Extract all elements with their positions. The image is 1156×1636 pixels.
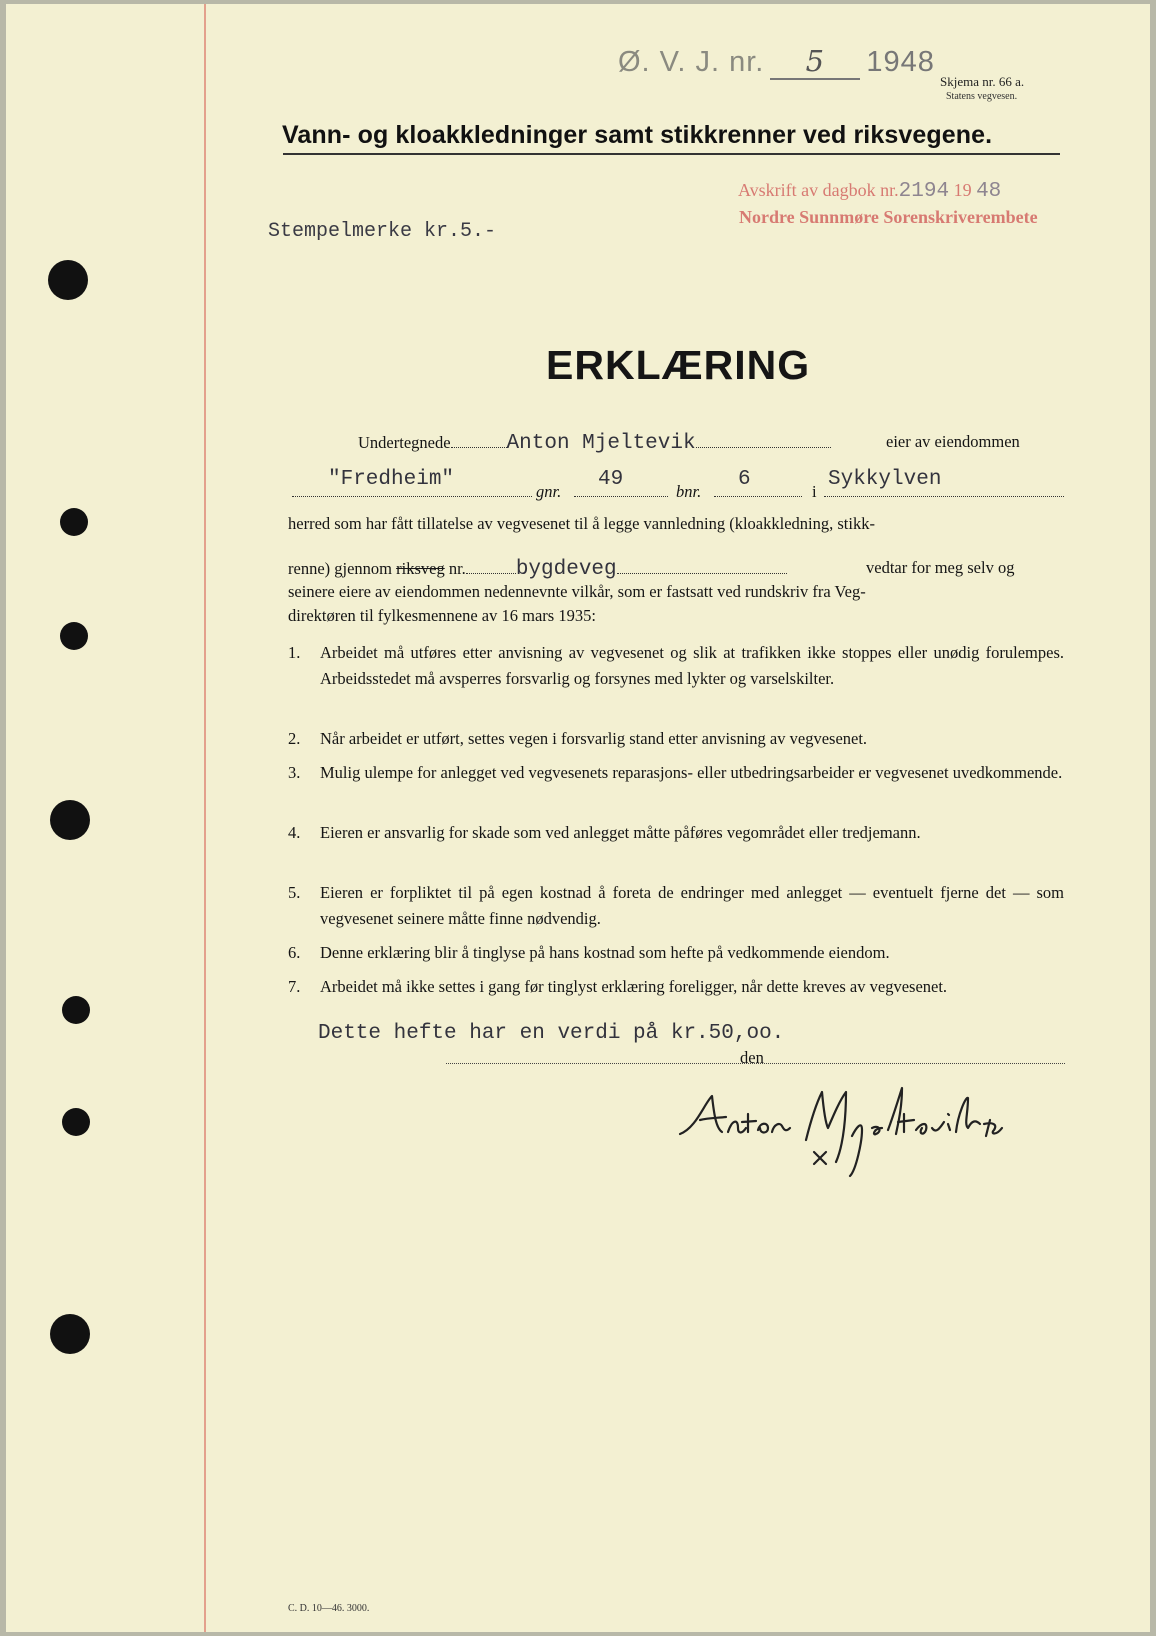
ovj-number-line [618, 44, 935, 80]
renne-line [288, 558, 787, 581]
condition-item [288, 940, 1064, 966]
condition-text: Arbeidet må utføres etter anvisning av vegvesenet og slik at trafikken ikke stoppes eller unødig forulempes. Arbeidsstedet må avsperres forsvarlig og forsynes med lykter og varselskilter. [320, 643, 1064, 688]
ovj-label: Ø. V. J. nr. [618, 46, 765, 78]
condition-number: 7. [288, 977, 301, 996]
registry-stamp-line2: Nordre Sunnmøre Sorenskriverembete [739, 207, 1038, 227]
property-name: "Fredheim" [328, 468, 455, 491]
punch-hole [62, 1108, 90, 1136]
ovj-number: 5 [770, 44, 860, 80]
fill-dots [714, 496, 802, 497]
punch-hole [50, 1314, 90, 1354]
ovj-year: 1948 [866, 46, 935, 78]
agency-name: Statens vegvesen. [946, 91, 1018, 102]
condition-item [288, 726, 1064, 752]
condition-item [288, 640, 1064, 692]
punch-hole [60, 508, 88, 536]
punch-hole [48, 260, 88, 300]
margin-rule [204, 4, 206, 1632]
fill-dots [292, 496, 532, 497]
condition-item [288, 974, 1064, 1000]
handwritten-signature [676, 1084, 1096, 1184]
stamp-year-prefix: 19 [953, 180, 972, 200]
condition-item [288, 760, 1064, 786]
condition-item [288, 820, 1064, 846]
veg-value: bygdeveg [515, 558, 617, 581]
condition-text: Mulig ulempe for anlegget ved vegvesenets reparasjons- eller utbedringsarbeider er vegvesenet uvedkommende. [320, 763, 1063, 782]
print-code: C. D. 10—46. 3000. [288, 1603, 370, 1614]
punch-hole [60, 622, 88, 650]
herred-text: herred som har fått tillatelse av vegvesenet til å legge vannledning (kloakkledning, stikk- [288, 514, 875, 533]
condition-number: 3. [288, 763, 301, 782]
undertegnede-line [358, 432, 831, 455]
document-heading: Vann- og kloakkledninger samt stikkrenner ved riksvegene. [282, 121, 993, 149]
fill-dots [574, 496, 668, 497]
bnr-value: 6 [738, 468, 751, 491]
condition-text: Denne erklæring blir å tinglyse på hans kostnad som hefte på vedkommende eiendom. [320, 943, 890, 962]
condition-text: Når arbeidet er utført, settes vegen i forsvarlig stand etter anvisning av vegvesenet. [320, 729, 868, 748]
eier-label: eier av eiendommen [886, 432, 1020, 451]
heading-underline [283, 153, 1060, 155]
condition-text: Arbeidet må ikke settes i gang før tinglyst erklæring foreligger, når dette kreves av vegvesenet. [320, 977, 948, 996]
vedtar-text: vedtar for meg selv og [866, 558, 1015, 577]
condition-number: 2. [288, 729, 301, 748]
condition-number: 1. [288, 643, 301, 662]
den-label: den [740, 1048, 764, 1067]
seinere-text: seinere eiere av eiendommen nedennevnte vilkår, som er fastsatt ved rundskriv fra Veg- [288, 582, 866, 601]
stamp-prefix: Avskrift av dagbok nr. [738, 180, 899, 200]
registry-stamp-line1 [738, 180, 1001, 203]
condition-text: Eieren er forpliktet til på egen kostnad å foreta de endringer med anlegget — eventuelt fjerne det — som vegvesenet seinere måtte finne nødvendig. [320, 883, 1064, 928]
condition-number: 5. [288, 883, 301, 902]
fill-dots [617, 573, 787, 574]
stamp-year-suffix: 48 [976, 180, 1002, 203]
fill-dots [696, 447, 831, 448]
direktoren-text: direktøren til fylkesmennene av 16 mars 1935: [288, 606, 596, 625]
punch-hole [62, 996, 90, 1024]
renne-prefix: renne) gjennom [288, 559, 393, 578]
i-label: i [812, 482, 817, 501]
gnr-label: gnr. [536, 482, 562, 501]
undertegnede-label: Undertegnede [358, 433, 451, 452]
condition-number: 6. [288, 943, 301, 962]
kommune-value: Sykkylven [828, 468, 942, 491]
dagbok-number: 2194 [898, 180, 950, 203]
form-number: Skjema nr. 66 a. [940, 74, 1025, 89]
punch-hole [50, 800, 90, 840]
gnr-value: 49 [598, 468, 624, 491]
document-title: ERKLÆRING [546, 342, 811, 388]
nr-label: nr. [448, 559, 466, 578]
fill-dots [824, 496, 1064, 497]
bnr-label: bnr. [676, 482, 702, 501]
condition-item [288, 880, 1064, 932]
hefte-value-note: Dette hefte har en verdi på kr.50,oo. [318, 1022, 785, 1045]
fill-dots [466, 573, 516, 574]
undertegnede-value: Anton Mjeltevik [506, 432, 696, 455]
fill-dots [451, 447, 507, 448]
riksveg-struck: riksveg [396, 559, 445, 578]
condition-number: 4. [288, 823, 301, 842]
condition-text: Eieren er ansvarlig for skade som ved anlegget måtte påføres vegområdet eller tredjemann. [320, 823, 921, 842]
document-page [6, 4, 1150, 1632]
stamp-duty-note: Stempelmerke kr.5.- [268, 220, 497, 243]
